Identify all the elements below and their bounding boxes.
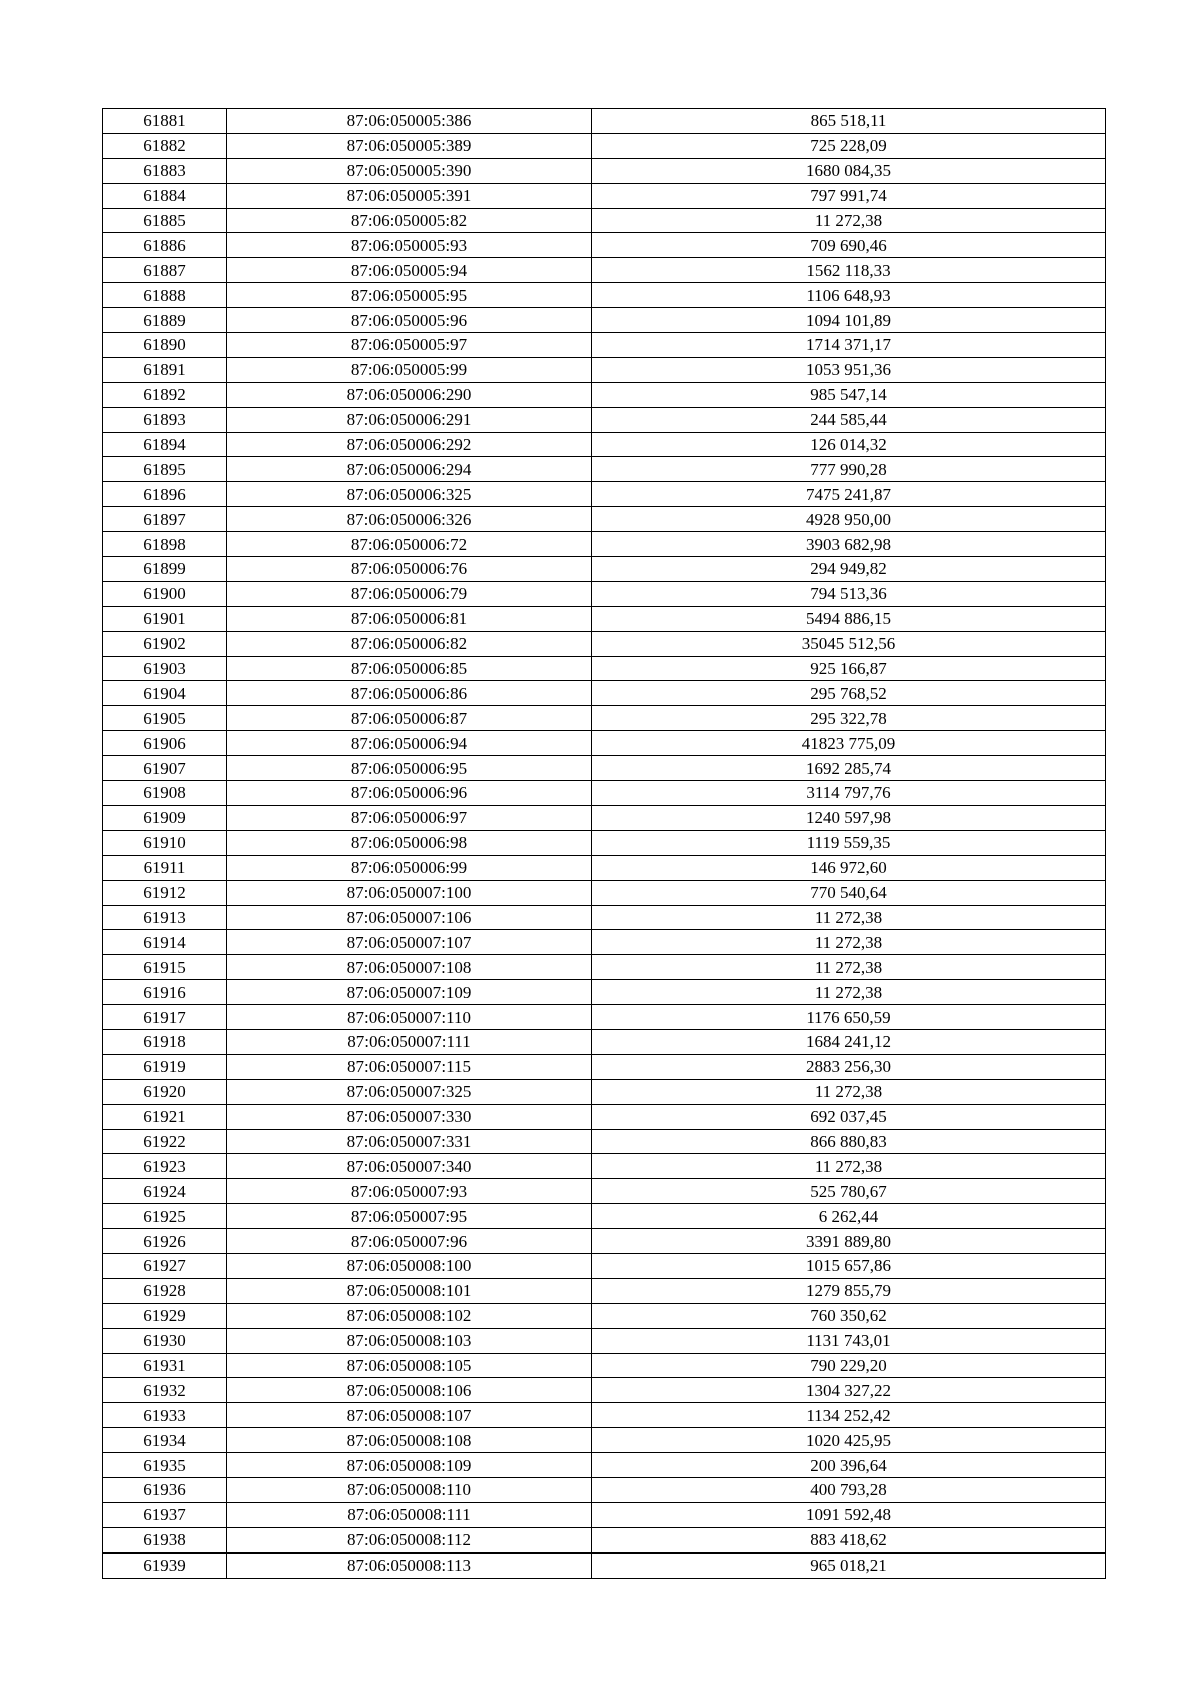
table-row: [103, 1005, 1106, 1030]
row-number-cell: 61937: [103, 1502, 227, 1527]
cadastral-value-cell: 1684 241,12: [592, 1029, 1106, 1054]
cadastral-value-cell: 4928 950,00: [592, 507, 1106, 532]
row-number-cell: 61899: [103, 557, 227, 582]
table-row: [103, 1179, 1106, 1204]
table-row: [103, 1453, 1106, 1478]
table-row: [103, 1428, 1106, 1453]
cadastral-value-cell: 1053 951,36: [592, 357, 1106, 382]
table-row: [103, 606, 1106, 631]
cadastral-value-cell: 1562 118,33: [592, 258, 1106, 283]
cadastral-number-cell: 87:06:050005:389: [227, 133, 592, 158]
cadastral-number-cell: 87:06:050006:97: [227, 805, 592, 830]
cadastral-number-cell: 87:06:050006:96: [227, 781, 592, 806]
table-row: [103, 532, 1106, 557]
cadastral-number-cell: 87:06:050006:326: [227, 507, 592, 532]
cadastral-number-cell: 87:06:050006:86: [227, 681, 592, 706]
table-row: [103, 507, 1106, 532]
table-row: [103, 407, 1106, 432]
cadastral-number-cell: 87:06:050005:95: [227, 283, 592, 308]
row-number-cell: 61912: [103, 880, 227, 905]
cadastral-number-cell: 87:06:050008:108: [227, 1428, 592, 1453]
table-row: [103, 880, 1106, 905]
cadastral-number-cell: 87:06:050007:95: [227, 1204, 592, 1229]
cadastral-value-cell: 11 272,38: [592, 905, 1106, 930]
cadastral-number-cell: 87:06:050008:110: [227, 1477, 592, 1502]
cadastral-value-cell: 1131 743,01: [592, 1328, 1106, 1353]
cadastral-number-cell: 87:06:050006:94: [227, 731, 592, 756]
cadastral-value-cell: 295 322,78: [592, 706, 1106, 731]
table-row: [103, 980, 1106, 1005]
cadastral-value-cell: 1134 252,42: [592, 1403, 1106, 1428]
cadastral-number-cell: 87:06:050007:111: [227, 1029, 592, 1054]
table-row: [103, 855, 1106, 880]
row-number-cell: 61936: [103, 1477, 227, 1502]
row-number-cell: 61913: [103, 905, 227, 930]
cadastral-value-cell: 146 972,60: [592, 855, 1106, 880]
cadastral-number-cell: 87:06:050006:98: [227, 830, 592, 855]
cadastral-value-cell: 11 272,38: [592, 955, 1106, 980]
table-row: [103, 1253, 1106, 1278]
cadastral-value-cell: 1714 371,17: [592, 333, 1106, 358]
row-number-cell: 61908: [103, 781, 227, 806]
row-number-cell: 61914: [103, 930, 227, 955]
row-number-cell: 61907: [103, 756, 227, 781]
cadastral-value-cell: 883 418,62: [592, 1527, 1106, 1552]
cadastral-value-cell: 777 990,28: [592, 457, 1106, 482]
cadastral-value-cell: 525 780,67: [592, 1179, 1106, 1204]
cadastral-value-cell: 5494 886,15: [592, 606, 1106, 631]
row-number-cell: 61924: [103, 1179, 227, 1204]
row-number-cell: 61884: [103, 183, 227, 208]
table-row: [103, 1502, 1106, 1527]
row-number-cell: 61898: [103, 532, 227, 557]
table-row: [103, 233, 1106, 258]
cadastral-number-cell: 87:06:050008:107: [227, 1403, 592, 1428]
cadastral-value-cell: 11 272,38: [592, 208, 1106, 233]
cadastral-value-cell: 200 396,64: [592, 1453, 1106, 1478]
table-row: [103, 258, 1106, 283]
table-row: [103, 457, 1106, 482]
cadastral-number-cell: 87:06:050007:109: [227, 980, 592, 1005]
table-row: [103, 158, 1106, 183]
row-number-cell: 61925: [103, 1204, 227, 1229]
table-row: [103, 656, 1106, 681]
cadastral-value-cell: 965 018,21: [592, 1553, 1106, 1578]
row-number-cell: 61893: [103, 407, 227, 432]
cadastral-number-cell: 87:06:050006:72: [227, 532, 592, 557]
row-number-cell: 61915: [103, 955, 227, 980]
row-number-cell: 61933: [103, 1403, 227, 1428]
row-number-cell: 61889: [103, 308, 227, 333]
cadastral-number-cell: 87:06:050007:108: [227, 955, 592, 980]
table-row: [103, 1378, 1106, 1403]
cadastral-number-cell: 87:06:050008:113: [227, 1553, 592, 1578]
cadastral-value-cell: 770 540,64: [592, 880, 1106, 905]
row-number-cell: 61935: [103, 1453, 227, 1478]
cadastral-value-cell: 866 880,83: [592, 1129, 1106, 1154]
cadastral-number-cell: 87:06:050006:294: [227, 457, 592, 482]
table-row: [103, 581, 1106, 606]
cadastral-value-cell: 126 014,32: [592, 432, 1106, 457]
cadastral-number-cell: 87:06:050008:102: [227, 1303, 592, 1328]
cadastral-number-cell: 87:06:050008:101: [227, 1278, 592, 1303]
cadastral-number-cell: 87:06:050007:115: [227, 1054, 592, 1079]
cadastral-number-cell: 87:06:050008:103: [227, 1328, 592, 1353]
cadastral-value-cell: 1015 657,86: [592, 1253, 1106, 1278]
cadastral-number-cell: 87:06:050007:330: [227, 1104, 592, 1129]
cadastral-value-table: [102, 108, 1106, 1579]
row-number-cell: 61905: [103, 706, 227, 731]
cadastral-value-cell: 35045 512,56: [592, 631, 1106, 656]
cadastral-value-cell: 3903 682,98: [592, 532, 1106, 557]
table-row: [103, 1303, 1106, 1328]
table-row: [103, 1204, 1106, 1229]
table-row: [103, 109, 1106, 134]
row-number-cell: 61926: [103, 1229, 227, 1254]
cadastral-number-cell: 87:06:050007:340: [227, 1154, 592, 1179]
cadastral-number-cell: 87:06:050008:100: [227, 1253, 592, 1278]
cadastral-number-cell: 87:06:050007:96: [227, 1229, 592, 1254]
table-row: [103, 1229, 1106, 1254]
cadastral-number-cell: 87:06:050006:325: [227, 482, 592, 507]
cadastral-number-cell: 87:06:050007:106: [227, 905, 592, 930]
cadastral-value-cell: 760 350,62: [592, 1303, 1106, 1328]
row-number-cell: 61892: [103, 382, 227, 407]
cadastral-number-cell: 87:06:050007:331: [227, 1129, 592, 1154]
cadastral-number-cell: 87:06:050008:105: [227, 1353, 592, 1378]
row-number-cell: 61910: [103, 830, 227, 855]
row-number-cell: 61902: [103, 631, 227, 656]
table-row: [103, 133, 1106, 158]
table-row: [103, 1079, 1106, 1104]
row-number-cell: 61900: [103, 581, 227, 606]
cadastral-value-cell: 3114 797,76: [592, 781, 1106, 806]
table-row: [103, 1154, 1106, 1179]
cadastral-value-cell: 925 166,87: [592, 656, 1106, 681]
table-body: [103, 109, 1106, 1579]
row-number-cell: 61923: [103, 1154, 227, 1179]
cadastral-value-cell: 1119 559,35: [592, 830, 1106, 855]
table-row: [103, 905, 1106, 930]
table-row: [103, 781, 1106, 806]
cadastral-number-cell: 87:06:050007:93: [227, 1179, 592, 1204]
row-number-cell: 61882: [103, 133, 227, 158]
table-row: [103, 1403, 1106, 1428]
table-row: [103, 731, 1106, 756]
row-number-cell: 61939: [103, 1553, 227, 1578]
row-number-cell: 61906: [103, 731, 227, 756]
table-row: [103, 432, 1106, 457]
row-number-cell: 61888: [103, 283, 227, 308]
row-number-cell: 61919: [103, 1054, 227, 1079]
cadastral-number-cell: 87:06:050006:291: [227, 407, 592, 432]
cadastral-number-cell: 87:06:050006:76: [227, 557, 592, 582]
row-number-cell: 61904: [103, 681, 227, 706]
cadastral-number-cell: 87:06:050008:109: [227, 1453, 592, 1478]
cadastral-value-cell: 1020 425,95: [592, 1428, 1106, 1453]
cadastral-number-cell: 87:06:050006:82: [227, 631, 592, 656]
table-row: [103, 1527, 1106, 1552]
row-number-cell: 61928: [103, 1278, 227, 1303]
row-number-cell: 61891: [103, 357, 227, 382]
table-row: [103, 1553, 1106, 1578]
row-number-cell: 61887: [103, 258, 227, 283]
table-row: [103, 357, 1106, 382]
cadastral-value-cell: 1279 855,79: [592, 1278, 1106, 1303]
cadastral-number-cell: 87:06:050006:290: [227, 382, 592, 407]
row-number-cell: 61931: [103, 1353, 227, 1378]
cadastral-number-cell: 87:06:050006:85: [227, 656, 592, 681]
row-number-cell: 61901: [103, 606, 227, 631]
table-row: [103, 830, 1106, 855]
row-number-cell: 61881: [103, 109, 227, 134]
cadastral-number-cell: 87:06:050006:292: [227, 432, 592, 457]
row-number-cell: 61922: [103, 1129, 227, 1154]
table-row: [103, 283, 1106, 308]
table-row: [103, 482, 1106, 507]
row-number-cell: 61895: [103, 457, 227, 482]
row-number-cell: 61894: [103, 432, 227, 457]
cadastral-number-cell: 87:06:050008:112: [227, 1527, 592, 1552]
cadastral-value-cell: 11 272,38: [592, 1079, 1106, 1104]
table-row: [103, 557, 1106, 582]
cadastral-number-cell: 87:06:050005:93: [227, 233, 592, 258]
cadastral-value-cell: 692 037,45: [592, 1104, 1106, 1129]
row-number-cell: 61932: [103, 1378, 227, 1403]
table-row: [103, 1104, 1106, 1129]
table-row: [103, 1477, 1106, 1502]
cadastral-value-cell: 7475 241,87: [592, 482, 1106, 507]
table-row: [103, 208, 1106, 233]
cadastral-value-cell: 11 272,38: [592, 980, 1106, 1005]
table-row: [103, 681, 1106, 706]
row-number-cell: 61883: [103, 158, 227, 183]
row-number-cell: 61930: [103, 1328, 227, 1353]
row-number-cell: 61917: [103, 1005, 227, 1030]
cadastral-number-cell: 87:06:050006:79: [227, 581, 592, 606]
row-number-cell: 61918: [103, 1029, 227, 1054]
table-row: [103, 955, 1106, 980]
cadastral-number-cell: 87:06:050006:99: [227, 855, 592, 880]
cadastral-number-cell: 87:06:050005:99: [227, 357, 592, 382]
cadastral-value-cell: 41823 775,09: [592, 731, 1106, 756]
cadastral-value-cell: 244 585,44: [592, 407, 1106, 432]
cadastral-number-cell: 87:06:050006:95: [227, 756, 592, 781]
row-number-cell: 61886: [103, 233, 227, 258]
cadastral-number-cell: 87:06:050005:391: [227, 183, 592, 208]
row-number-cell: 61903: [103, 656, 227, 681]
cadastral-value-cell: 797 991,74: [592, 183, 1106, 208]
cadastral-value-cell: 1304 327,22: [592, 1378, 1106, 1403]
cadastral-value-cell: 725 228,09: [592, 133, 1106, 158]
cadastral-number-cell: 87:06:050005:390: [227, 158, 592, 183]
row-number-cell: 61927: [103, 1253, 227, 1278]
table-row: [103, 1328, 1106, 1353]
cadastral-value-cell: 295 768,52: [592, 681, 1106, 706]
cadastral-value-cell: 2883 256,30: [592, 1054, 1106, 1079]
cadastral-value-cell: 1091 592,48: [592, 1502, 1106, 1527]
cadastral-number-cell: 87:06:050006:87: [227, 706, 592, 731]
row-number-cell: 61916: [103, 980, 227, 1005]
cadastral-value-cell: 11 272,38: [592, 930, 1106, 955]
cadastral-value-cell: 865 518,11: [592, 109, 1106, 134]
row-number-cell: 61934: [103, 1428, 227, 1453]
row-number-cell: 61938: [103, 1527, 227, 1552]
cadastral-value-cell: 1240 597,98: [592, 805, 1106, 830]
table-row: [103, 382, 1106, 407]
cadastral-value-cell: 294 949,82: [592, 557, 1106, 582]
table-row: [103, 183, 1106, 208]
cadastral-value-cell: 709 690,46: [592, 233, 1106, 258]
cadastral-number-cell: 87:06:050005:96: [227, 308, 592, 333]
row-number-cell: 61896: [103, 482, 227, 507]
table-row: [103, 631, 1106, 656]
cadastral-value-cell: 1692 285,74: [592, 756, 1106, 781]
cadastral-value-cell: 1680 084,35: [592, 158, 1106, 183]
cadastral-value-cell: 1106 648,93: [592, 283, 1106, 308]
row-number-cell: 61929: [103, 1303, 227, 1328]
table-row: [103, 1054, 1106, 1079]
cadastral-number-cell: 87:06:050005:386: [227, 109, 592, 134]
row-number-cell: 61885: [103, 208, 227, 233]
cadastral-number-cell: 87:06:050007:325: [227, 1079, 592, 1104]
cadastral-number-cell: 87:06:050005:82: [227, 208, 592, 233]
table-row: [103, 1278, 1106, 1303]
cadastral-value-cell: 790 229,20: [592, 1353, 1106, 1378]
table-row: [103, 333, 1106, 358]
row-number-cell: 61921: [103, 1104, 227, 1129]
table-row: [103, 1029, 1106, 1054]
table-row: [103, 706, 1106, 731]
cadastral-number-cell: 87:06:050007:107: [227, 930, 592, 955]
cadastral-value-cell: 985 547,14: [592, 382, 1106, 407]
row-number-cell: 61909: [103, 805, 227, 830]
table-row: [103, 756, 1106, 781]
cadastral-number-cell: 87:06:050005:97: [227, 333, 592, 358]
cadastral-number-cell: 87:06:050006:81: [227, 606, 592, 631]
row-number-cell: 61911: [103, 855, 227, 880]
table-row: [103, 930, 1106, 955]
cadastral-number-cell: 87:06:050008:106: [227, 1378, 592, 1403]
table-row: [103, 1129, 1106, 1154]
table-row: [103, 805, 1106, 830]
cadastral-value-cell: 794 513,36: [592, 581, 1106, 606]
row-number-cell: 61897: [103, 507, 227, 532]
row-number-cell: 61890: [103, 333, 227, 358]
cadastral-number-cell: 87:06:050007:110: [227, 1005, 592, 1030]
cadastral-value-cell: 3391 889,80: [592, 1229, 1106, 1254]
table-row: [103, 1353, 1106, 1378]
table-row: [103, 308, 1106, 333]
row-number-cell: 61920: [103, 1079, 227, 1104]
cadastral-number-cell: 87:06:050007:100: [227, 880, 592, 905]
cadastral-value-cell: 1176 650,59: [592, 1005, 1106, 1030]
cadastral-value-cell: 11 272,38: [592, 1154, 1106, 1179]
cadastral-value-cell: 6 262,44: [592, 1204, 1106, 1229]
cadastral-number-cell: 87:06:050005:94: [227, 258, 592, 283]
cadastral-value-cell: 400 793,28: [592, 1477, 1106, 1502]
cadastral-value-cell: 1094 101,89: [592, 308, 1106, 333]
cadastral-number-cell: 87:06:050008:111: [227, 1502, 592, 1527]
